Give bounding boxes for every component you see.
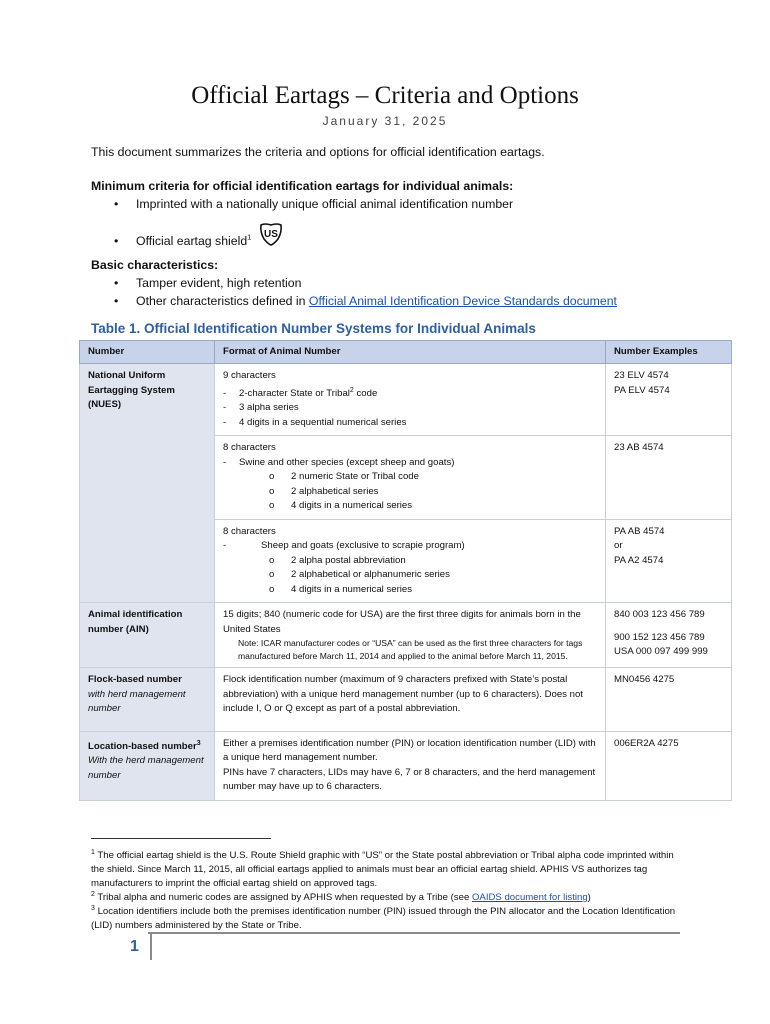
footnote-1: $^1$ The official eartag shield is the U.S. Route Shield graphic with “US” or the State postal abbreviation or Tribal alpha code imprinted within the shield. Since March 11, 2015, all official eartags applied to animals must bear an official eartag shield. APHIS VS authorizes tag manufacturers to imprint the official eartag shield on approved tags.	[91, 849, 674, 890]
header-examples: Number Examples	[606, 341, 732, 364]
nues-examples-9: 23 ELV 4574 PA ELV 4574	[606, 364, 732, 436]
nues-examples-8-sheep: PA AB 4574 or PA A2 4574	[606, 519, 732, 603]
basic-characteristics-heading: Basic characteristics:	[91, 258, 219, 272]
bullet-icon: •	[114, 294, 119, 308]
basic-item-2: • Other characteristics defined in Official Animal Identification Device Standards document	[114, 294, 617, 308]
footnote-separator	[91, 838, 271, 839]
table-row	[80, 603, 732, 668]
location-examples: 006ER2A 4275	[606, 731, 732, 800]
bullet-icon: •	[114, 233, 119, 248]
minimum-criteria-heading: Minimum criteria for official identification eartags for individual animals:	[91, 179, 514, 193]
footer-divider	[150, 934, 152, 960]
table-row	[80, 668, 732, 732]
svg-text:US: US	[263, 229, 278, 240]
bullet-icon: •	[114, 197, 119, 211]
table-header-row	[80, 341, 732, 364]
identification-number-table	[79, 340, 732, 801]
basic-item-1: • Tamper evident, high retention	[114, 276, 302, 290]
flock-examples: MN0456 4275	[606, 668, 732, 732]
document-title: Official Eartags – Criteria and Options	[191, 82, 579, 109]
header-format: Format of Animal Number	[215, 341, 606, 364]
page-number: 1	[130, 938, 139, 955]
minimum-item-2: • Official eartag shield$^1$ US	[114, 228, 283, 255]
ain-label: Animal identification number (AIN)	[80, 603, 215, 668]
table-row	[80, 731, 732, 800]
flock-format: Flock identification number (maximum of 9 characters prefixed with State’s postal abbreviation) with a unique herd management number (up to 6 characters). Does not include I, O or Q except as part of a postal abbreviation.	[215, 668, 606, 732]
table-title: Table 1. Official Identification Number Systems for Individual Animals	[91, 321, 536, 336]
bullet-icon: •	[114, 276, 119, 290]
location-label: Location-based number$^3$ With the herd management number	[80, 731, 215, 800]
location-format: Either a premises identification number (PIN) or location identification number (LID) with a unique herd management number. PINs have 7 characters, LIDs may have 6, 7 or 8 characters, and the herd management number may have up to 6 characters.	[215, 731, 606, 800]
footer-rule	[148, 932, 680, 934]
device-standards-link[interactable]: Official Animal Identification Device Standards document	[308, 294, 617, 308]
us-route-shield-icon	[259, 222, 283, 249]
footnote-3: $^3$ Location identifiers include both the premises identification number (PIN) issued through the PIN allocator and the Location Identification (LID) numbers administered by the State or Tribe.	[91, 905, 676, 932]
oaids-document-link[interactable]: OAIDS document for listing	[471, 892, 588, 904]
ain-examples: 840 003 123 456 789 900 152 123 456 789 USA 000 097 499 999	[606, 603, 732, 668]
intro-paragraph: This document summarizes the criteria and options for official identification eartags.	[91, 145, 545, 159]
nues-label: National Uniform Eartagging System (NUES)	[80, 364, 215, 603]
table-row	[80, 364, 732, 436]
nues-format-9: 9 characters - 2-character State or Tribal$^2$ code - 3 alpha series - 4 digits in a sequential numerical series	[215, 364, 606, 436]
footnote-2: $^2$ Tribal alpha and numeric codes are assigned by APHIS when requested by a Tribe (see OAIDS document for listing)	[91, 891, 591, 904]
nues-format-8-swine: 8 characters - Swine and other species (except sheep and goats) o 2 numeric State or Tribal code o 2 alphabetical series o 4 digits in a numerical series	[215, 436, 606, 520]
header-number: Number	[80, 341, 215, 364]
ain-format: 15 digits; 840 (numeric code for USA) are the first three digits for animals born in the United States Note: ICAR manufacturer codes or “USA” can be used as the first three characters for tags manufactured before March 11, 2014 and applied to the animal before March 11, 2015.	[215, 603, 606, 668]
nues-format-8-sheep: 8 characters - Sheep and goats (exclusive to scrapie program) o 2 alpha postal abbreviation o 2 alphabetical or alphanumeric series o 4 digits in a numerical series	[215, 519, 606, 603]
minimum-item-1: • Imprinted with a nationally unique official animal identification number	[114, 197, 514, 211]
document-date: January 31, 2025	[322, 114, 448, 128]
flock-label: Flock-based number with herd management number	[80, 668, 215, 732]
nues-examples-8-swine: 23 AB 4574	[606, 436, 732, 520]
